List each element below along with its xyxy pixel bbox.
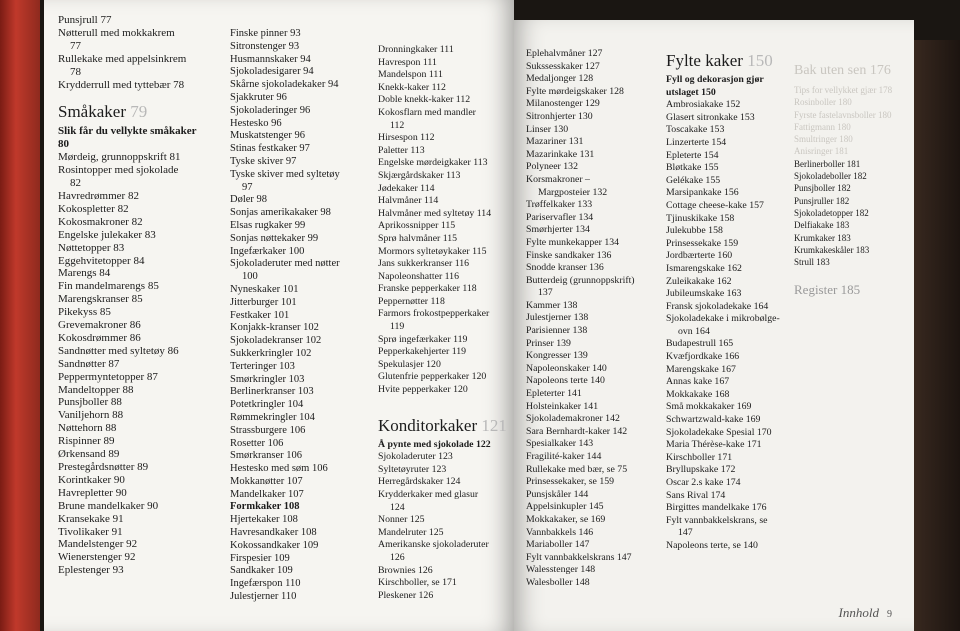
index-entry: Sandnøtter 87	[58, 357, 120, 370]
index-entry: Mandelruter 125	[378, 526, 444, 538]
index-entry: ovn 164	[678, 325, 710, 337]
index-column-6	[794, 60, 914, 297]
index-entry: Spekulasjer 120	[378, 358, 441, 370]
index-entry: Sandkaker 109	[230, 565, 293, 577]
index-entry: Ørkensand 89	[58, 448, 120, 461]
index-entry: Mokkanøtter 107	[230, 475, 303, 487]
index-entry: Pariservafler 134	[526, 211, 594, 223]
index-entry: Hestesko 96	[230, 117, 282, 129]
col2-list-2	[230, 514, 380, 604]
col6-faint-list	[794, 84, 914, 158]
index-entry: Spesialkaker 143	[526, 438, 594, 450]
index-entry: 124	[390, 501, 405, 513]
index-entry: Peppermyntetopper 87	[58, 370, 158, 383]
index-entry: Eplestenger 93	[58, 564, 124, 577]
index-entry: Snodde kranser 136	[526, 262, 604, 274]
col5-list	[666, 99, 796, 552]
left-page	[44, 0, 514, 631]
index-entry: Marengskranser 85	[58, 293, 143, 306]
index-entry: Tyske skiver med syltetøy	[230, 168, 340, 180]
index-entry: Korsmakroner –	[526, 173, 590, 185]
index-entry: Sjokoladeruter 123	[378, 451, 453, 463]
page-number: 9	[887, 609, 892, 620]
book-cover-right	[910, 40, 960, 631]
index-entry: Napoleons terte, se 140	[666, 539, 758, 551]
index-entry: Epleterter 141	[526, 388, 582, 400]
index-entry: Punsjruller 182	[794, 195, 850, 206]
index-entry: Nyneskaker 101	[230, 283, 299, 295]
index-entry: Medaljonger 128	[526, 73, 594, 85]
index-entry: Finske pinner 93	[230, 28, 301, 39]
index-entry: Smørkranser 106	[230, 450, 303, 462]
index-entry: Tjinuskikake 158	[666, 212, 735, 224]
index-entry: Strassburgere 106	[230, 424, 306, 436]
index-entry: Mandelspon 111	[378, 69, 443, 81]
index-entry: Fyrste fastelavnsboller 180	[794, 109, 892, 120]
index-entry: Havrepletter 90	[58, 486, 127, 499]
col2-list	[230, 28, 380, 501]
index-entry: Rosetter 106	[230, 437, 284, 449]
index-entry: Mandelstenger 92	[58, 538, 138, 551]
section-subheading: Fyll og dekorasjon gjør utslaget 150	[666, 74, 764, 98]
index-entry: Trøffelkaker 133	[526, 199, 593, 211]
index-entry: Mazarinkake 131	[526, 148, 595, 160]
index-entry: Marsipankake 156	[666, 187, 739, 199]
index-entry: Sjokoladekake Spesial 170	[666, 426, 772, 438]
index-entry: Nøttetopper 83	[58, 241, 125, 254]
index-entry: Sjokoladetopper 182	[794, 207, 869, 218]
index-entry: Fattigmann 180	[794, 121, 851, 132]
index-entry: Rullekake med appelsinkrem	[58, 52, 187, 65]
index-entry: 147	[678, 527, 693, 539]
index-entry: Milanostenger 129	[526, 98, 600, 110]
index-entry: Kokosdrømmer 86	[58, 331, 141, 344]
index-entry: Appelsinkupler 145	[526, 501, 604, 513]
index-entry: Krumkaker 183	[794, 232, 851, 243]
index-entry: Fylte mørdeigskaker 128	[526, 85, 624, 97]
index-entry: Elsas rugkaker 99	[230, 219, 306, 231]
index-entry: Rispinner 89	[58, 435, 115, 448]
index-entry: Butterdeig (grunnoppskrift)	[526, 274, 635, 286]
index-entry: Marengskake 167	[666, 363, 736, 375]
index-entry: Sonjas nøttekaker 99	[230, 232, 319, 244]
index-entry: Krydderrull med tyttebær 78	[58, 78, 185, 91]
index-entry: Julestjerner 110	[230, 591, 297, 603]
index-entry: Sjokoladeboller 182	[794, 171, 867, 182]
index-entry: Eggehvitetopper 84	[58, 254, 145, 267]
index-entry: Nøtterull med mokkakrem	[58, 26, 175, 39]
index-entry: Mandeltopper 88	[58, 383, 134, 396]
index-entry: Toscakake 153	[666, 124, 725, 136]
index-entry: Brownies 126	[378, 564, 433, 576]
index-entry: Kokossandkaker 109	[230, 539, 319, 551]
index-entry: Potetkringler 104	[230, 399, 304, 411]
index-entry: Ismarengskake 162	[666, 262, 742, 274]
index-column-4	[526, 48, 656, 590]
index-entry: Jans sukkerkranser 116	[378, 258, 470, 270]
section-heading-fylte-kaker: Fylte kaker 150	[666, 51, 773, 70]
page-footer: Innhold 9	[838, 605, 892, 620]
index-entry: Sjokoladekake i mikrobølge-	[666, 313, 780, 325]
index-entry: Epleterte 154	[666, 149, 719, 161]
index-entry: Rosinboller 180	[794, 97, 852, 108]
index-entry: Glasert sitronkake 153	[666, 111, 755, 123]
index-entry: Knekk-kaker 112	[378, 81, 446, 93]
index-entry: Mormors syltetøykaker 115	[378, 245, 487, 257]
index-entry: Parisienner 138	[526, 325, 588, 337]
index-entry: Julekubbe 158	[666, 225, 723, 237]
index-entry: 82	[70, 177, 81, 190]
index-entry: Døler 98	[230, 194, 268, 206]
index-entry: Mørdeig, grunnoppskrift 81	[58, 151, 181, 164]
index-entry: Finske sandkaker 136	[526, 249, 612, 261]
index-entry: Skårne sjokoladekaker 94	[230, 79, 339, 91]
index-entry: Napoleonskaker 140	[526, 362, 607, 374]
index-entry: Kvæfjordkake 166	[666, 351, 740, 363]
index-entry: Kokospletter 82	[58, 202, 129, 215]
col3-list-2	[378, 451, 508, 602]
index-entry: Peppernøtter 118	[378, 295, 445, 307]
index-entry: Nonner 125	[378, 514, 425, 526]
section-heading-konditorkaker: Konditorkaker 121	[378, 415, 507, 435]
index-entry: Rømmekringler 104	[230, 411, 315, 423]
index-entry: Rosintopper med sjokolade	[58, 164, 179, 177]
index-entry: Fransk sjokoladekake 164	[666, 300, 769, 312]
index-entry: Jubileumskake 163	[666, 288, 742, 300]
index-entry: Hjertekaker 108	[230, 514, 298, 526]
index-entry: Ingefærkaker 100	[230, 245, 305, 257]
index-entry: Vaniljehorn 88	[58, 409, 124, 422]
index-entry: Napoleons terte 140	[526, 375, 605, 387]
index-entry: Fylt vannbakkelskrans, se	[666, 514, 768, 526]
index-entry: Bryllupskake 172	[666, 464, 736, 476]
index-entry: Margposteier 132	[538, 186, 608, 198]
index-entry: Vannbakkels 146	[526, 526, 594, 538]
index-entry: Sjokoladeruter med nøtter	[230, 258, 340, 270]
index-entry: 119	[390, 321, 405, 333]
index-entry: Smørkringler 103	[230, 373, 305, 385]
index-entry: Walesstenger 148	[526, 564, 596, 576]
index-entry: Fin mandelmarengs 85	[58, 280, 159, 293]
index-entry: Tips for vellykket gjær 178	[794, 85, 893, 95]
index-entry: Sjakkruter 96	[230, 91, 287, 103]
index-entry: Smultringer 180	[794, 134, 853, 145]
index-entry: Pepperkakehjerter 119	[378, 346, 467, 358]
index-column-1	[58, 14, 208, 577]
index-entry: Sprø ingefærkaker 119	[378, 333, 468, 345]
index-entry: Dronningkaker 111	[378, 44, 454, 55]
index-entry: Holsteinkaker 141	[526, 400, 599, 412]
index-entry: Wienerstenger 92	[58, 551, 136, 564]
book-cover-left	[0, 0, 40, 631]
col1-list	[58, 151, 208, 577]
index-entry: Smørhjerter 134	[526, 224, 590, 236]
index-entry: 137	[538, 287, 553, 299]
index-entry: Fylt vannbakkelskrans 147	[526, 551, 632, 563]
index-entry: Walesboller 148	[526, 576, 590, 588]
index-entry: Punsjrull 77	[58, 14, 112, 26]
index-entry: Fragilité-kaker 144	[526, 451, 602, 462]
index-entry: Bløtkake 155	[666, 162, 719, 174]
index-entry: Havresandkaker 108	[230, 527, 317, 539]
index-entry: Kongresser 139	[526, 350, 588, 362]
index-entry: Punsjboller 88	[58, 396, 122, 409]
index-entry: Strull 183	[794, 257, 830, 268]
index-entry: Jødekaker 114	[378, 182, 435, 194]
index-entry: 112	[390, 119, 405, 131]
register-heading: Register 185	[794, 282, 861, 298]
index-entry: Tivolikaker 91	[58, 525, 123, 538]
index-entry: Cottage cheese-kake 157	[666, 199, 764, 211]
index-entry: Punsjboller 182	[794, 183, 851, 194]
index-entry: Schwartzwald-kake 169	[666, 414, 761, 426]
index-entry: Annas kake 167	[666, 376, 730, 388]
index-entry: 78	[70, 65, 81, 78]
index-entry: Napoleonshatter 116	[378, 270, 459, 282]
index-entry: Sonjas amerikakaker 98	[230, 207, 331, 219]
index-entry: Husmannskaker 94	[230, 53, 311, 65]
index-entry: Engelske mørdeigkaker 113	[378, 157, 488, 169]
index-entry: 97	[242, 181, 253, 193]
index-entry: Sukssesskaker 127	[526, 60, 600, 72]
section-heading-bak-uten-sen: Bak uten sen 176	[794, 63, 891, 78]
index-entry: Polyneer 132	[526, 161, 578, 173]
index-column-5	[666, 50, 796, 553]
index-entry: Sjokolademakroner 142	[526, 413, 620, 425]
section-subheading: Å pynte med sjokolade 122	[378, 438, 491, 450]
index-entry: Paletter 113	[378, 144, 425, 156]
index-entry: Sitronhjerter 130	[526, 110, 593, 122]
index-entry: Sandnøtter med syltetøy 86	[58, 344, 179, 357]
index-entry: Skjærgårdskaker 113	[378, 169, 461, 181]
index-entry: Mokkakake 168	[666, 388, 730, 400]
index-entry: Syltetøyruter 123	[378, 463, 447, 475]
index-entry: Krumkakeskåler 183	[794, 244, 870, 255]
index-entry: Jitterburger 101	[230, 296, 297, 308]
index-entry: Julestjerner 138	[526, 312, 589, 324]
index-entry: Sans Rival 174	[666, 489, 726, 501]
section-heading-smakaker: Småkaker 79	[58, 102, 148, 122]
index-entry: Hvite pepperkaker 120	[378, 384, 468, 396]
index-entry: Havrespon 111	[378, 56, 437, 68]
index-entry: Franske pepperkaker 118	[378, 283, 477, 295]
index-entry: Farmors frokostpepperkaker	[378, 308, 490, 320]
section-subheading: Slik får du vellykte småkaker 80	[58, 125, 197, 151]
index-entry: Mandelkaker 107	[230, 488, 304, 500]
index-entry: Festkaker 101	[230, 309, 290, 321]
formkaker-heading: Formkaker 108	[230, 501, 300, 513]
index-entry: Firspesier 109	[230, 552, 290, 564]
index-entry: 100	[242, 271, 258, 283]
index-entry: Jordbærterte 160	[666, 250, 733, 262]
index-entry: Rullekake med bær, se 75	[526, 463, 628, 475]
index-entry: Konjakk-kranser 102	[230, 322, 319, 334]
index-entry: Kirschboller 171	[666, 451, 733, 463]
index-entry: Kokosmakroner 82	[58, 215, 143, 228]
index-entry: Berlinerkranser 103	[230, 386, 314, 398]
index-entry: Pikekyss 85	[58, 306, 111, 319]
index-entry: Nøttehorn 88	[58, 422, 117, 435]
index-entry: Delfiakake 183	[794, 220, 850, 231]
index-entry: Pleskener 126	[378, 589, 434, 601]
index-entry: Brune mandelkaker 90	[58, 499, 159, 512]
index-entry: 77	[70, 39, 81, 52]
index-entry: Hestesko med søm 106	[230, 463, 328, 475]
index-entry: Marengs 84	[58, 267, 111, 280]
index-entry: Halvmåner med syltetøy 114	[378, 207, 492, 219]
index-entry: Kokosflarn med mandler	[378, 106, 476, 118]
index-entry: Engelske julekaker 83	[58, 228, 156, 241]
index-entry: Grevemakroner 86	[58, 319, 141, 332]
index-entry: Eplehalvmåner 127	[526, 48, 603, 59]
index-entry: Sukkerkringler 102	[230, 347, 312, 359]
index-entry: Doble knekk-kaker 112	[378, 94, 471, 106]
index-entry: Linzerterte 154	[666, 136, 727, 148]
index-entry: Zuleikakake 162	[666, 275, 732, 287]
right-page	[514, 20, 914, 631]
index-entry: Prinsessekake 159	[666, 237, 739, 249]
index-entry: Anisringer 181	[794, 146, 849, 157]
index-entry: Muskatstenger 96	[230, 130, 305, 142]
index-entry: Sjokoladesigarer 94	[230, 66, 314, 78]
index-entry: Stinas festkaker 97	[230, 143, 310, 155]
index-entry: Oscar 2.s kake 174	[666, 477, 741, 488]
index-entry: Korintkaker 90	[58, 473, 125, 486]
index-entry: Små mokkakaker 169	[666, 401, 752, 413]
index-entry: Sjokoladekranser 102	[230, 335, 322, 347]
index-entry: Sara Bernhardt-kaker 142	[526, 425, 628, 437]
index-entry: Glutenfrie pepperkaker 120	[378, 371, 487, 383]
index-entry: Herregårdskaker 124	[378, 476, 461, 488]
index-column-2	[230, 28, 380, 604]
col3-list	[378, 44, 508, 397]
index-entry: Gelékake 155	[666, 174, 721, 186]
index-entry: Ambrosiakake 152	[666, 99, 741, 111]
index-entry: Prinser 139	[526, 337, 571, 349]
index-entry: Maria Thérèse-kake 171	[666, 439, 762, 451]
index-entry: Hirsespon 112	[378, 132, 435, 144]
index-entry: Halvmåner 114	[378, 195, 439, 207]
index-entry: Aprikossnipper 115	[378, 220, 456, 232]
index-entry: Prinsessekaker, se 159	[526, 476, 615, 488]
index-entry: Mokkakaker, se 169	[526, 513, 606, 525]
index-entry: Punsjskåler 144	[526, 488, 589, 500]
index-entry: Kammer 138	[526, 299, 578, 311]
index-entry: Prestegårdsnøtter 89	[58, 461, 149, 473]
index-entry: Sitronstenger 93	[230, 40, 300, 52]
index-entry: Sjokoladeringer 96	[230, 104, 311, 116]
index-entry: Mazariner 131	[526, 136, 584, 148]
index-entry: Mariaboller 147	[526, 539, 590, 551]
index-entry: Ingefærspon 110	[230, 578, 301, 590]
col4-list	[526, 48, 656, 590]
index-entry: 126	[390, 551, 405, 563]
index-entry: Tyske skiver 97	[230, 155, 297, 167]
index-entry: Kransekake 91	[58, 512, 124, 525]
index-entry: Terteringer 103	[230, 360, 295, 372]
col6-list	[794, 158, 914, 269]
index-entry: Kirschboller, se 171	[378, 577, 457, 589]
index-entry: Sprø halvmåner 115	[378, 232, 458, 244]
index-entry: Birgittes mandelkake 176	[666, 502, 767, 514]
index-entry: Krydderkaker med glasur	[378, 489, 479, 500]
index-entry: Amerikanske sjokoladeruter	[378, 539, 489, 551]
index-column-3	[378, 44, 508, 602]
index-entry: Berlinerboller 181	[794, 158, 861, 169]
index-entry: Fylte munkekapper 134	[526, 236, 620, 248]
index-entry: Budapestrull 165	[666, 338, 734, 350]
col1-top-list	[58, 14, 208, 91]
index-entry: Linser 130	[526, 123, 569, 135]
index-entry: Havredrømmer 82	[58, 189, 139, 202]
